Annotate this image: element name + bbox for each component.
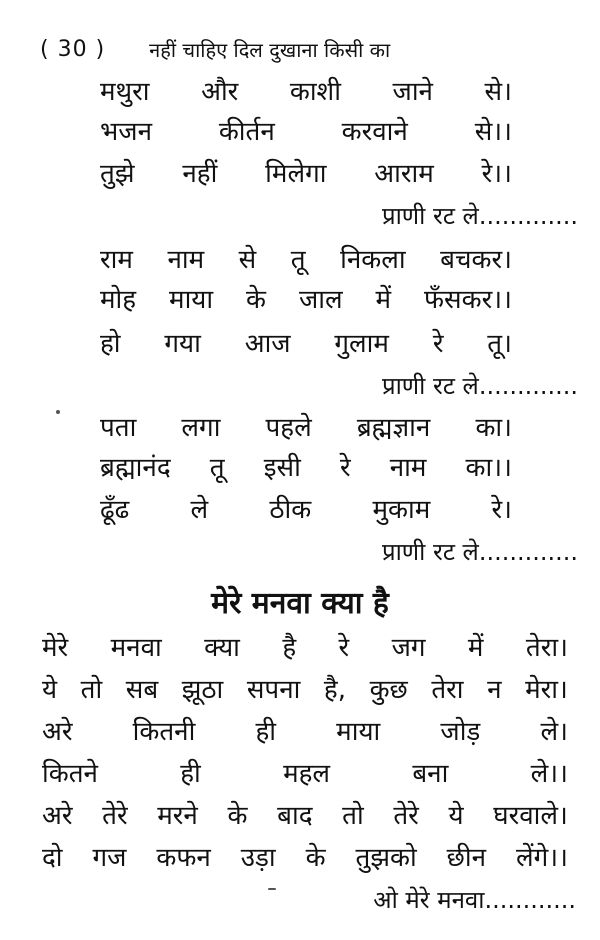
verse-word: से।। (474, 117, 512, 147)
verse-word: पता (100, 413, 137, 443)
verse-word: मुकाम (372, 495, 431, 525)
verse-line (42, 670, 568, 710)
verse-word: छीन (446, 843, 487, 873)
verse-line (100, 324, 512, 364)
verse-word: कफन (156, 843, 211, 873)
verse-word: मिलेगा (265, 159, 327, 189)
verse-word: हो (100, 329, 121, 359)
verse-word: का। (475, 413, 512, 443)
verse-word: लेंगे।। (515, 843, 568, 873)
verse-word: रे (432, 329, 444, 359)
verse-word: मथुरा (100, 77, 150, 107)
verse-word: तू। (487, 329, 512, 359)
verse-word: गुलाम (334, 329, 389, 359)
verse-word: कुछ (369, 675, 408, 705)
verse-word: जाने (392, 77, 433, 107)
refrain-line: प्राणी रट ले............. (381, 202, 578, 230)
verse-word: है, (323, 675, 346, 705)
print-speck (56, 410, 60, 414)
verse-word: रे (339, 453, 351, 483)
verse-word: जाल (298, 285, 343, 315)
verse-word: आज (244, 329, 291, 359)
verse-word: घरवाले। (493, 801, 568, 831)
verse-word: तेरा (431, 675, 464, 705)
verse-word: अरे (42, 717, 73, 747)
song-title: मेरे मनवा क्या है (211, 586, 389, 621)
verse-word: काशी (289, 77, 341, 107)
verse-word: के (246, 285, 267, 315)
page-header (40, 34, 560, 64)
verse-line (100, 154, 512, 194)
verse-word: दो (42, 843, 63, 873)
verse-word: क्या (204, 633, 240, 663)
running-title: नहीं चाहिए दिल दुखाना किसी का (149, 37, 391, 62)
verse-line (42, 628, 568, 668)
verse-word: करवाने (341, 117, 408, 147)
verse-word: ले।। (530, 759, 568, 789)
verse-word: का।। (465, 453, 512, 483)
verse-line (100, 72, 512, 112)
verse-line (42, 754, 568, 794)
print-speck (268, 888, 276, 890)
verse-word: मरने (157, 801, 198, 831)
verse-line (100, 448, 512, 488)
verse-word: तो (342, 801, 364, 831)
verse-word: राम (100, 245, 133, 275)
verse-word: अरे (42, 801, 73, 831)
verse-word: रे।। (481, 159, 512, 189)
verse-word: के (227, 801, 248, 831)
verse-word: ही (255, 717, 277, 747)
verse-word: गया (164, 329, 201, 359)
verse-word: झूठा (181, 675, 224, 705)
verse-word: सपना (246, 675, 301, 705)
verse-word: ये (448, 801, 464, 831)
verse-word: फँसकर।। (424, 285, 512, 315)
verse-word: आराम (374, 159, 434, 189)
page-number: ( 30 ) (40, 36, 106, 62)
verse-word: ठीक (269, 495, 312, 525)
verse-word: माया (336, 717, 381, 747)
verse-word: महल (283, 759, 331, 789)
verse-word: ले (190, 495, 209, 525)
verse-word: ब्रह्मानंद (100, 453, 171, 483)
verse-word: तेरा। (525, 633, 568, 663)
verse-word: माया (169, 285, 214, 315)
verse-line (42, 796, 568, 836)
verse-word: में (467, 633, 484, 663)
verse-word: नाम (167, 245, 205, 275)
verse-line (100, 490, 512, 530)
verse-word: जोड़ (440, 717, 481, 747)
verse-word: उड़ा (240, 843, 276, 873)
verse-word: तुझे (100, 159, 135, 189)
verse-word: रे। (491, 495, 512, 525)
verse-word: भजन (100, 117, 153, 147)
verse-word: है (282, 633, 297, 663)
verse-word: बाद (277, 801, 313, 831)
verse-word: मेरा। (525, 675, 568, 705)
verse-word: तेरे (102, 801, 128, 831)
verse-word: कीर्तन (218, 117, 275, 147)
verse-word: से (238, 245, 257, 275)
verse-line (100, 408, 512, 448)
verse-word: नहीं (182, 159, 218, 189)
verse-word: ढूँढ (100, 495, 130, 525)
verse-word: बचकर। (440, 245, 512, 275)
refrain-line: प्राणी रट ले............. (381, 538, 578, 566)
verse-word: तो (80, 675, 103, 705)
verse-word: मोह (100, 285, 137, 315)
verse-word: गज (92, 843, 127, 873)
verse-word: ब्रह्मज्ञान (356, 413, 431, 443)
verse-word: लगा (181, 413, 221, 443)
verse-line (42, 712, 568, 752)
verse-word: ही (180, 759, 201, 789)
verse-word: के (305, 843, 326, 873)
verse-word: से। (484, 77, 512, 107)
verse-line (100, 112, 512, 152)
verse-word: न (487, 675, 502, 705)
verse-word: और (201, 77, 239, 107)
verse-line (42, 838, 568, 878)
verse-word: मनवा (110, 633, 162, 663)
refrain-line: ओ मेरे मनवा............ (373, 886, 576, 914)
verse-word: कितने (42, 759, 98, 789)
verse-word: में (375, 285, 392, 315)
verse-word: तुझको (355, 843, 417, 873)
verse-word: तू (209, 453, 225, 483)
verse-word: निकला (340, 245, 406, 275)
verse-word: तेरे (393, 801, 419, 831)
verse-word: इसी (263, 453, 301, 483)
verse-word: जग (391, 633, 426, 663)
verse-word: पहले (265, 413, 312, 443)
verse-word: मेरे (42, 633, 69, 663)
verse-word: रे (338, 633, 350, 663)
verse-word: नाम (389, 453, 427, 483)
verse-word: सब (125, 675, 159, 705)
verse-word: ले। (540, 717, 568, 747)
refrain-line: प्राणी रट ले............. (381, 372, 578, 400)
verse-line (100, 240, 512, 280)
verse-word: बना (412, 759, 449, 789)
verse-word: ये (42, 675, 58, 705)
verse-word: कितनी (132, 717, 196, 747)
verse-line (100, 280, 512, 320)
verse-word: तू (290, 245, 306, 275)
